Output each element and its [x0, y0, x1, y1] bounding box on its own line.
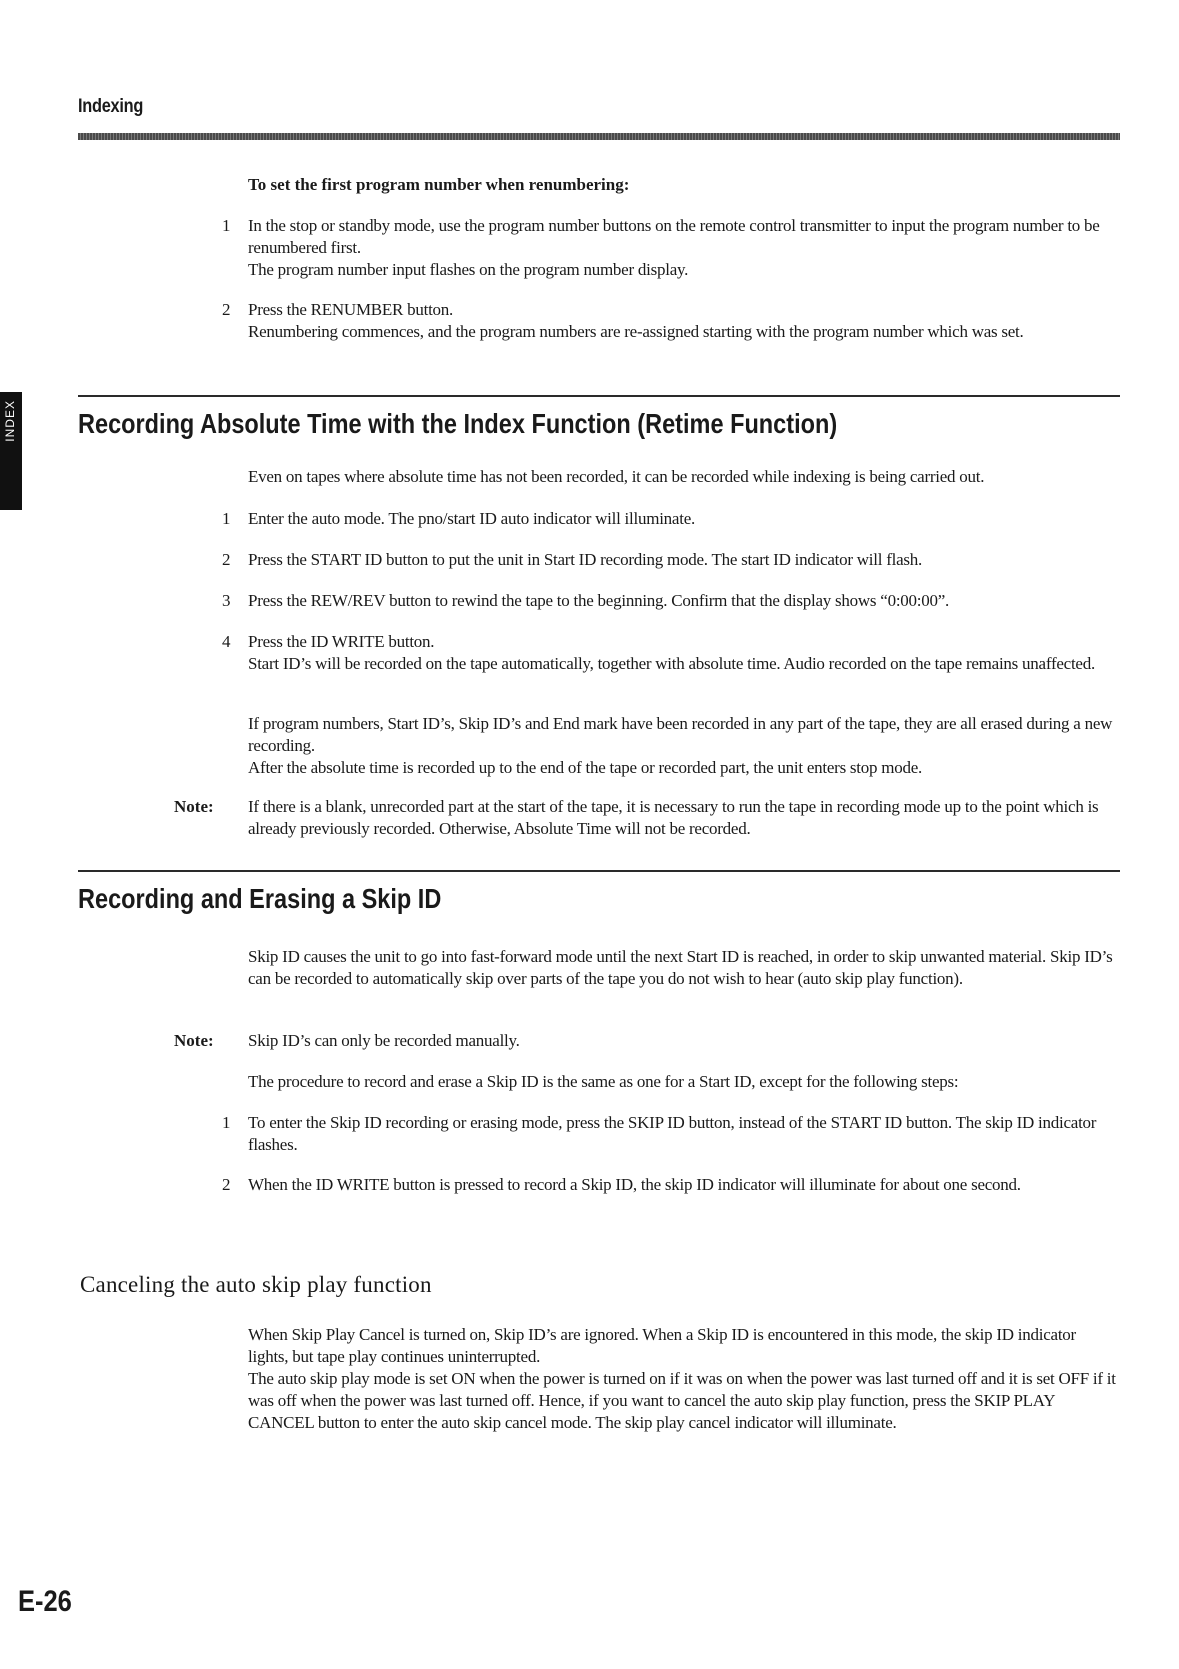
step-text: The program number input flashes on the program number display.: [248, 260, 689, 279]
retime-step-3: Press the REW/REV button to rewind the tape to the beginning. Confirm that the display shows “0:00:00”.: [248, 591, 950, 610]
step-number: 2: [222, 1175, 231, 1194]
retime-step-4: [248, 631, 1120, 675]
section-rule: [78, 870, 1120, 872]
retime-intro: Even on tapes where absolute time has not been recorded, it can be recorded while indexing is being carried out.: [248, 467, 985, 486]
cancel-text: The auto skip play mode is set ON when the power is turned on if it was on when the power was last turned off and it is set OFF if it was off when the power was last turned off. Hence, if you want to cancel the auto skip play function, press the SKIP PLAY CANCEL button to enter the auto skip cancel mode. The skip play cancel indicator will illuminate.: [248, 1369, 1116, 1432]
step-number: 1: [222, 216, 231, 235]
skip-heading: Recording and Erasing a Skip ID: [78, 883, 442, 914]
section-label: Indexing: [78, 96, 144, 117]
retime-after: [248, 713, 1120, 779]
side-tab-label: INDEX: [3, 400, 17, 442]
after-text: If program numbers, Start ID’s, Skip ID’s and End mark have been recorded in any part of the tape, they are all erased during a new recording.: [248, 714, 1113, 755]
cancel-body: [248, 1324, 1120, 1434]
step-text: Renumbering commences, and the program numbers are re-assigned starting with the program number which was set.: [248, 322, 1024, 341]
retime-step-2: Press the START ID button to put the unit in Start ID recording mode. The start ID indicator will flash.: [248, 550, 923, 569]
header-bar: [78, 133, 1120, 140]
skip-procedure: The procedure to record and erase a Skip ID is the same as one for a Start ID, except for the following steps:: [248, 1072, 959, 1091]
step-number: 1: [222, 1113, 231, 1132]
page-number: E-26: [18, 1585, 72, 1618]
note-label: Note:: [174, 1031, 214, 1050]
retime-step-1: Enter the auto mode. The pno/start ID auto indicator will illuminate.: [248, 509, 695, 528]
step-number: 3: [222, 591, 231, 610]
step-number: 2: [222, 550, 231, 569]
cancel-text: When Skip Play Cancel is turned on, Skip ID’s are ignored. When a Skip ID is encountered in this mode, the skip ID indicator lights, but tape play continues uninterrupted.: [248, 1325, 1076, 1366]
retime-heading: Recording Absolute Time with the Index Function (Retime Function): [78, 408, 838, 439]
after-text: After the absolute time is recorded up to the end of the tape or recorded part, the unit enters stop mode.: [248, 758, 923, 777]
side-tab: [0, 392, 22, 510]
step-number: 2: [222, 300, 231, 319]
skip-step-2: When the ID WRITE button is pressed to record a Skip ID, the skip ID indicator will illuminate for about one second.: [248, 1175, 1021, 1194]
step-number: 1: [222, 509, 231, 528]
step-text: Press the ID WRITE button.: [248, 632, 435, 651]
cancel-heading: Canceling the auto skip play function: [80, 1272, 432, 1297]
step-text: Press the RENUMBER button.: [248, 300, 454, 319]
step-text: Start ID’s will be recorded on the tape automatically, together with absolute time. Audio recorded on the tape remains unaffected.: [248, 654, 1095, 673]
skip-note: Skip ID’s can only be recorded manually.: [248, 1031, 520, 1050]
step-number: 4: [222, 632, 231, 651]
skip-intro: Skip ID causes the unit to go into fast-forward mode until the next Start ID is reached, in order to skip unwanted material. Skip ID’s can be recorded to automatically skip over parts of the tape you do not wish to hear (auto skip play function).: [248, 947, 1113, 988]
section-rule: [78, 395, 1120, 397]
renumber-step-1: [248, 215, 1120, 281]
step-text: In the stop or standby mode, use the program number buttons on the remote control transmitter to input the program number to be renumbered first.: [248, 216, 1100, 257]
retime-note: If there is a blank, unrecorded part at the start of the tape, it is necessary to run the tape in recording mode up to the point which is already previously recorded. Otherwise, Absolute Time will not be recorded.: [248, 797, 1099, 838]
note-label: Note:: [174, 797, 214, 816]
skip-step-1: To enter the Skip ID recording or erasing mode, press the SKIP ID button, instead of the START ID button. The skip ID indicator flashes.: [248, 1113, 1097, 1154]
renumber-title: To set the first program number when renumbering:: [248, 175, 630, 194]
renumber-step-2: [248, 299, 1120, 343]
